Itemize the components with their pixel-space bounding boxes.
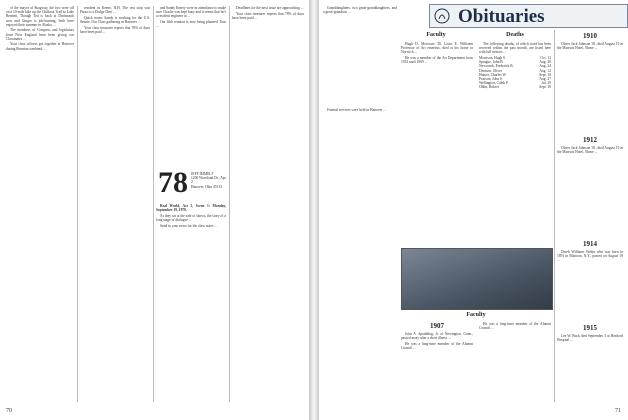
paragraph: Lee W. Buck died September 3 at Hartford Hospital ...	[557, 334, 623, 343]
faculty-photo	[401, 248, 553, 310]
death-entry-date: Sept. 18	[539, 72, 551, 77]
column-rule	[229, 6, 230, 402]
column-1914	[557, 250, 623, 320]
paragraph: Funeral services were held in Hanover ...	[327, 108, 386, 112]
paragraph: The members of Congress and legislators from New England have been giving our Classmates ...	[6, 28, 74, 41]
year-heading-1914: 1914	[583, 240, 597, 248]
faculty-column	[401, 42, 473, 242]
right-column-3-bottom	[479, 322, 551, 402]
column-rule	[153, 6, 154, 402]
class-secretary-name: JEFF IMMELT	[191, 172, 214, 176]
paragraph: and Sandy Emery were in attendance to make sure Charlie was kept busy and it seems that he's a resident engineer at ...	[156, 6, 226, 19]
death-entry	[479, 85, 551, 89]
paragraph: Your class treasurer reports that 78% of dues have been paid ...	[80, 25, 150, 34]
page-gutter	[309, 0, 319, 420]
paragraph: Derek Williams Weber who was born in 1891 in Mattoon, N.Y., passed on August 19 ...	[557, 250, 623, 263]
death-entry-name: Denison, Oliver	[479, 68, 502, 73]
year-heading-1912: 1912	[583, 136, 597, 144]
paragraph: Deadlines for the next issue are approaching ...	[236, 6, 304, 10]
paragraph: As they sat at the sale of shows, the story of a long stage of dialogue ...	[156, 213, 226, 222]
class-secretary-street: 1200 Waveland Dr., Apt. 2	[191, 176, 227, 185]
page-number-right: 71	[615, 408, 621, 414]
death-entry-date: Jul. 29	[541, 81, 551, 86]
page-number-left: 70	[6, 408, 12, 414]
paragraph: John A. Spaulding, Jr. of Newington, Conn., passed away after a short illness ...	[401, 332, 473, 341]
death-entry-name: Ohlin, Robert	[479, 85, 499, 90]
death-entry-name: Hunter, Charles W.	[479, 72, 507, 77]
obituaries-banner	[429, 4, 628, 28]
deaths-intro: The following deaths, of which word has been received within the past month, are listed here with full notices ...	[479, 42, 551, 55]
deaths-heading: Deaths	[506, 32, 524, 38]
death-entry-name: Wellington, Caleb P.	[479, 81, 509, 86]
left-column-3-bottom	[156, 204, 226, 400]
paragraph: Real World, Act 5, Scene 1: Monday, September 19, 1978.	[156, 204, 226, 213]
photo-caption: Faculty	[466, 312, 486, 318]
right-column-1-bottom	[323, 108, 397, 402]
left-column-3-top	[156, 6, 226, 166]
death-entry-name: Newcomb, Frederick B.	[479, 64, 514, 69]
laurel-icon	[434, 8, 450, 24]
section-title: Obituaries	[458, 6, 545, 27]
class-year-number: 78	[158, 166, 188, 199]
paragraph: Quick notes: Sandy is working for the U.S. Senate. Our Class gathering in Hanover ...	[80, 15, 150, 24]
year-heading-1915: 1915	[583, 324, 597, 332]
death-entry-name: Sprague, John B.	[479, 60, 504, 65]
death-entry-date: Aug. 27	[539, 77, 551, 82]
paragraph: He was a long-time member of the Alumni Council ...	[401, 341, 473, 350]
paragraph: Send in your news for the class notes ...	[160, 223, 217, 228]
left-column-4	[232, 6, 304, 406]
column-1907	[401, 332, 473, 402]
left-column-1	[6, 6, 74, 406]
paragraph: resident in Keene, N.H. The rest stop was Pizza to a Dodge Deer ...	[80, 6, 150, 15]
paragraph: of the mayor of Skagway, the two were off on a 10-mile hike up the Chilkoot Trail to Lake Bennett. Though Ted is back at Dartmouth now and Ginger is job-hunting, both have enjoyed their summer in Alaska. ...	[6, 6, 74, 27]
death-entry-date: Aug. 12	[539, 68, 551, 73]
paragraph: Your class treasurer reports that 78% of dues have been paid ...	[232, 11, 304, 20]
death-entry-name: Pearson, John S.	[479, 77, 503, 82]
death-entry-date: Aug. 24	[539, 64, 551, 69]
column-1910	[557, 42, 623, 132]
column-rule	[77, 6, 78, 402]
faculty-heading: Faculty	[426, 32, 446, 38]
deaths-list-column	[479, 42, 551, 242]
paragraph: Granddaughters, two great-granddaughters, and a great-grandson ...	[323, 6, 397, 15]
paragraph: Your class officers got together at Hanover during Reunion weekend. ...	[6, 42, 74, 51]
right-page	[319, 0, 628, 420]
death-entry-date: Oct. 12	[540, 56, 551, 60]
right-column-1-top	[323, 6, 397, 102]
death-entry-name: Morrison, Hugh S.	[479, 56, 506, 60]
class-secretary-city: Hanover, Ohio 45133	[191, 184, 223, 189]
paragraph: Oliver Jack Johnson '01, died August 19 at the Marriott Hotel, Nome ...	[557, 146, 623, 155]
left-page	[0, 0, 309, 420]
class-year-box	[158, 168, 228, 198]
paragraph: He was a long-time member of the Alumni Council ...	[479, 322, 551, 331]
year-heading-1907: 1907	[430, 322, 444, 330]
year-heading-1910: 1910	[583, 32, 597, 40]
paragraph: Hugh D. Morrison '26, Louis E. Williams Professor of Art emeritus, died at his home in Norwich ...	[401, 42, 473, 55]
column-1915	[557, 334, 623, 402]
deaths-list	[479, 56, 551, 90]
paragraph: Our fifth reunion is now being planned. Tom ...	[156, 20, 226, 29]
column-rule	[554, 30, 555, 402]
paragraph: He was a member of the Art Department from 1932 until 1969 ...	[401, 56, 473, 65]
paragraph: Oliver Jack Johnson '01, died August 19 at the Marriott Hotel, Nome ...	[557, 42, 623, 51]
death-entry-date: Sept. 18	[539, 85, 551, 90]
left-column-2	[80, 6, 150, 406]
death-entry-date: Aug. 20	[539, 60, 551, 65]
column-1912	[557, 146, 623, 236]
